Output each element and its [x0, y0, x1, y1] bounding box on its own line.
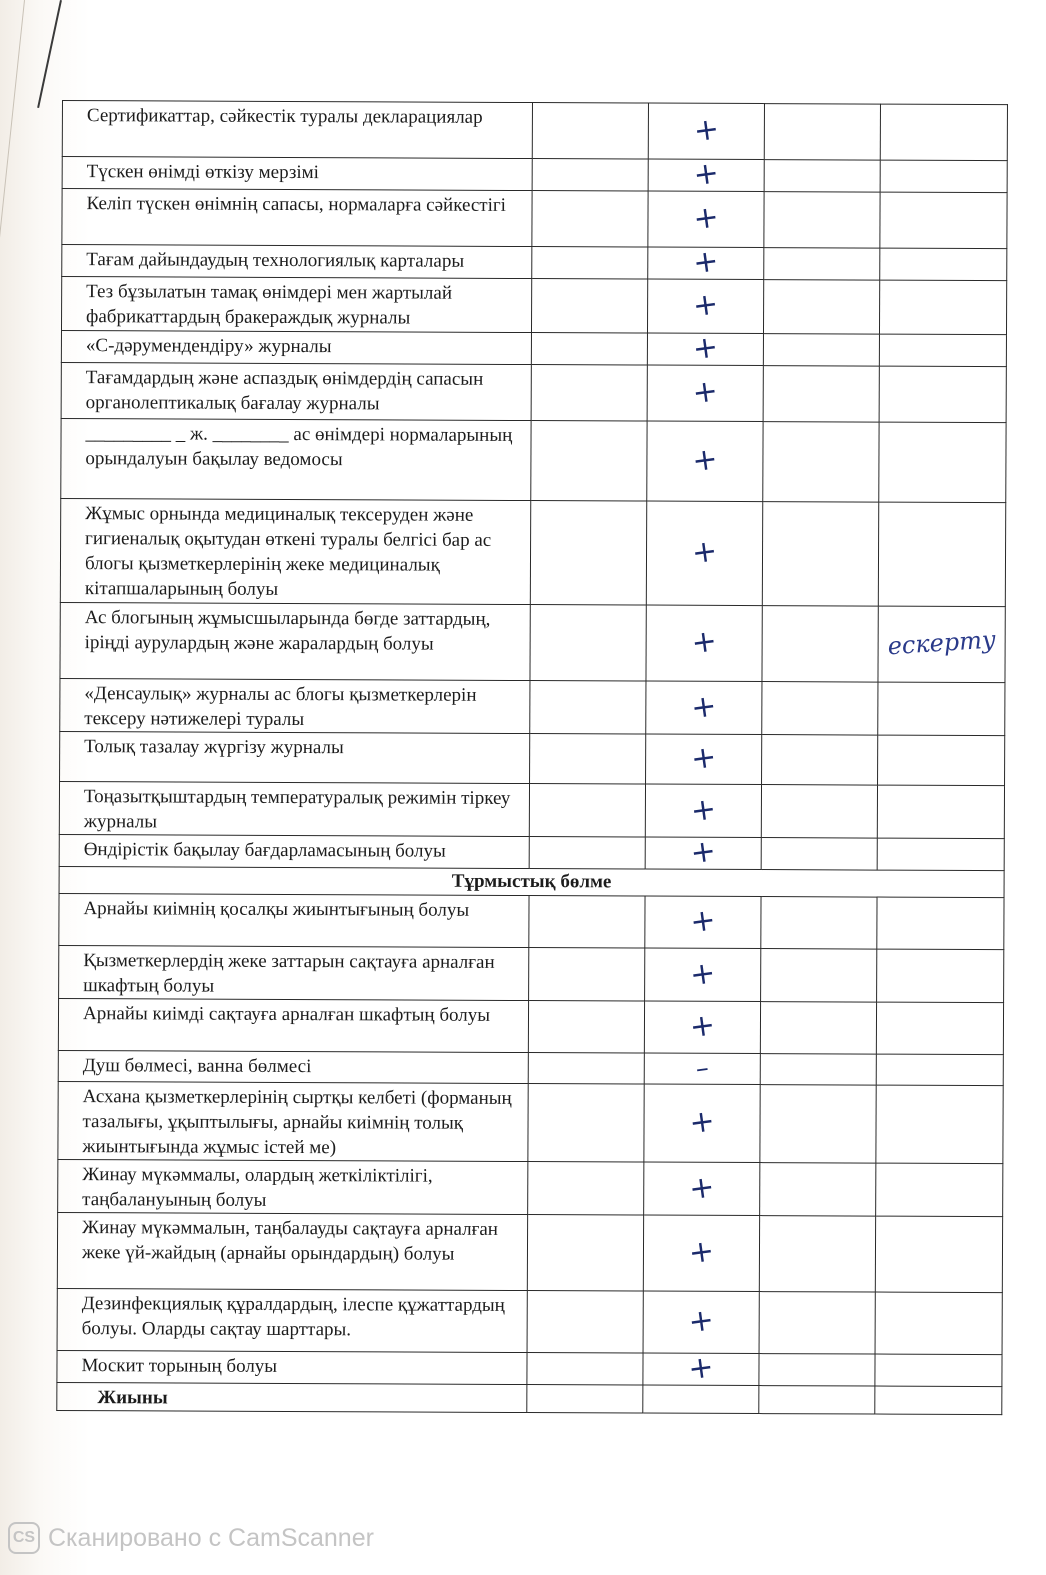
table-row — [62, 157, 1007, 193]
handwritten-plus-mark: + — [687, 1103, 717, 1142]
empty-cell — [762, 735, 878, 786]
row-label: Ас блогының жұмысшыларында бөгде заттардың, іріңді аурулардың және жаралардың болуы — [60, 602, 530, 680]
mark-cell — [646, 501, 762, 606]
handwritten-plus-mark: + — [688, 739, 719, 778]
empty-cell — [762, 606, 878, 683]
empty-cell — [878, 735, 1005, 786]
empty-cell — [527, 1215, 643, 1292]
mark-cell — [645, 896, 761, 949]
empty-cell — [876, 1002, 1003, 1055]
table-row — [62, 189, 1007, 249]
empty-cell — [764, 192, 880, 249]
empty-cell — [530, 501, 646, 606]
empty-cell — [879, 280, 1006, 335]
mark-cell — [643, 1215, 759, 1292]
row-label: Тоңазытқыштардың температуралық режимін тіркеу журналы — [59, 781, 529, 836]
empty-cell — [531, 333, 647, 366]
empty-cell — [529, 948, 645, 1002]
empty-cell — [532, 247, 648, 280]
handwritten-plus-mark: + — [687, 1007, 718, 1046]
handwritten-plus-mark: + — [690, 243, 721, 282]
empty-cell — [763, 366, 879, 423]
empty-cell — [761, 897, 877, 950]
empty-cell — [527, 1291, 643, 1354]
empty-cell — [643, 1385, 759, 1414]
mark-cell — [644, 1053, 760, 1085]
empty-cell — [876, 1163, 1003, 1217]
table-row — [59, 834, 1004, 870]
empty-cell — [762, 682, 878, 736]
scanner-watermark — [8, 1522, 374, 1554]
total-row — [57, 1382, 1002, 1414]
handwritten-dash-mark: – — [693, 1053, 711, 1085]
empty-cell — [877, 785, 1004, 839]
row-label: «С-дәрумендендіру» журналы — [61, 331, 531, 365]
row-label: Қызметкерлердің жеке заттарын сақтауға арналған шкафтың болуы — [59, 945, 529, 1000]
empty-cell — [530, 734, 646, 785]
table-row — [60, 678, 1005, 735]
empty-cell — [531, 279, 647, 334]
row-label: Жинау мүкәммалын, таңбалауды сақтауға арналған жеке үй-жайдың (арнайы орындардың) болуы — [57, 1212, 527, 1290]
empty-cell — [875, 1216, 1002, 1293]
table-row — [58, 1050, 1003, 1085]
mark-cell — [643, 1291, 759, 1354]
mark-cell — [647, 279, 763, 334]
table-row — [60, 498, 1005, 606]
row-label: Арнайы киімнің қосалқы жиынтығының болуы — [59, 893, 529, 947]
empty-cell — [528, 1084, 644, 1163]
row-label: Асхана қызметкерлерінің сыртқы келбеті (форманың тазалығы, ұқыптылығы, арнайы киімнің толық жиынтығында жұмыс істей ме) — [58, 1081, 528, 1161]
empty-cell — [529, 837, 645, 870]
empty-cell — [876, 1054, 1003, 1086]
empty-cell — [762, 502, 878, 607]
table-row — [61, 331, 1006, 367]
empty-cell — [880, 160, 1007, 193]
row-label: Тез бұзылатын тамақ өнімдері мен жартылай фабрикаттардың бракераждық журналы — [61, 277, 531, 333]
mark-cell — [643, 1349, 759, 1388]
empty-cell — [532, 159, 648, 192]
empty-cell — [875, 1386, 1002, 1415]
mark-cell — [647, 421, 763, 502]
empty-cell — [763, 422, 879, 503]
mark-cell — [648, 103, 764, 160]
handwritten-plus-mark: + — [691, 155, 721, 194]
empty-cell — [764, 248, 880, 281]
row-label: _________ _ ж. ________ ас өнімдері нормаларының орындалуын бақылау ведомосы — [61, 418, 531, 500]
empty-cell — [877, 897, 1004, 950]
inspection-checklist-table — [56, 100, 1008, 1415]
handwritten-plus-mark: + — [686, 1302, 716, 1341]
table-row — [61, 418, 1006, 502]
table-row — [57, 1212, 1002, 1292]
handwritten-plus-mark: + — [690, 329, 721, 368]
row-label: Келіп түскен өнімнің сапасы, нормаларға сәйкестігі — [62, 189, 532, 247]
row-label: Арнайы киімді сақтауға арналған шкафтың болуы — [58, 998, 528, 1052]
row-label: Москит торының болуы — [57, 1350, 527, 1384]
handwritten-plus-mark: + — [690, 441, 720, 480]
mark-cell — [646, 734, 762, 785]
handwritten-plus-mark: + — [690, 373, 720, 412]
empty-cell — [528, 1162, 644, 1216]
mark-cell — [648, 155, 764, 194]
empty-cell — [764, 160, 880, 193]
empty-cell — [764, 104, 880, 161]
row-label: «Денсаулық» журналы ас блогы қызметкерлерін тексеру нәтижелері туралы — [60, 678, 530, 733]
handwritten-plus-mark: + — [688, 902, 718, 941]
row-label: Түскен өнімді өткізу мерзімі — [62, 157, 532, 191]
mark-cell — [646, 681, 762, 735]
row-label: Жұмыс орнында медициналық тексеруден және гигиеналық оқытудан өткені туралы белгісі бар ас блогы қызметкерлерінің жеке медициналық кітапшаларының болуы — [60, 498, 530, 604]
handwritten-plus-mark: + — [691, 111, 722, 150]
empty-cell — [531, 365, 647, 422]
empty-cell — [879, 366, 1006, 423]
empty-cell — [529, 896, 645, 949]
mark-cell — [647, 329, 763, 368]
row-label: Душ бөлмесі, ванна бөлмесі — [58, 1050, 528, 1083]
handwritten-plus-mark: + — [686, 1349, 716, 1388]
section-header-row — [59, 866, 1004, 897]
row-label: Толық тазалау жүргізу журналы — [60, 731, 530, 783]
mark-cell — [645, 948, 761, 1002]
mark-cell — [645, 833, 761, 872]
empty-cell — [761, 838, 877, 871]
table-row — [58, 1159, 1003, 1216]
handwritten-plus-mark: + — [687, 954, 718, 993]
empty-cell — [759, 1292, 875, 1355]
empty-cell — [877, 949, 1004, 1003]
note-cell — [878, 606, 1005, 683]
mark-cell — [644, 1084, 760, 1163]
table-row — [57, 1288, 1002, 1354]
empty-cell — [760, 1002, 876, 1055]
empty-cell — [878, 682, 1005, 736]
row-label: Өндірістік бақылау бағдарламасының болуы — [59, 834, 529, 868]
row-label: Тағам дайындаудың технологиялық карталары — [62, 245, 532, 279]
empty-cell — [760, 1054, 876, 1086]
mark-cell — [646, 605, 762, 682]
handwritten-plus-mark: + — [690, 286, 721, 325]
mark-cell — [645, 784, 761, 838]
empty-cell — [763, 280, 879, 335]
table-row — [57, 1350, 1002, 1386]
empty-cell — [876, 1085, 1003, 1164]
section-title: Тұрмыстық бөлме — [59, 866, 1004, 897]
mark-cell — [644, 1001, 760, 1054]
camscanner-logo-icon: CS — [8, 1522, 40, 1554]
empty-cell — [879, 334, 1006, 367]
handwritten-plus-mark: + — [689, 623, 719, 662]
empty-cell — [763, 334, 879, 367]
watermark-text: Сканировано с CamScanner — [48, 1523, 374, 1552]
table-row — [62, 101, 1007, 161]
mark-cell — [648, 191, 764, 248]
table-row — [59, 781, 1004, 838]
empty-cell — [877, 838, 1004, 871]
empty-cell — [528, 1053, 644, 1085]
handwritten-plus-mark: + — [688, 790, 719, 829]
empty-cell — [532, 103, 648, 160]
empty-cell — [531, 421, 647, 502]
total-label: Жиыны — [57, 1382, 527, 1412]
empty-cell — [528, 1001, 644, 1054]
empty-cell — [759, 1386, 875, 1415]
handwritten-plus-mark: + — [688, 687, 719, 726]
table-row — [62, 245, 1007, 281]
empty-cell — [530, 681, 646, 735]
table-row — [59, 945, 1004, 1002]
table-row — [60, 731, 1005, 785]
empty-cell — [529, 784, 645, 838]
handwritten-plus-mark: + — [688, 833, 718, 872]
mark-cell — [648, 243, 764, 282]
handwritten-plus-mark: + — [691, 199, 721, 238]
empty-cell — [879, 422, 1006, 503]
empty-cell — [878, 502, 1005, 607]
table-row — [58, 998, 1003, 1054]
handwritten-note: ескерту — [886, 625, 997, 661]
handwritten-plus-mark: + — [689, 533, 720, 572]
empty-cell — [759, 1354, 875, 1387]
table-row — [61, 277, 1006, 335]
table-row — [59, 893, 1004, 949]
table-row — [60, 602, 1005, 682]
empty-cell — [875, 1354, 1002, 1387]
table-row — [58, 1081, 1003, 1163]
empty-cell — [880, 248, 1007, 281]
empty-cell — [880, 104, 1007, 161]
row-label: Тағамдардың және аспаздық өнімдердің сапасын органолептикалық бағалау журналы — [61, 362, 531, 420]
row-label: Сертификаттар, сәйкестік туралы декларациялар — [62, 101, 532, 159]
empty-cell — [761, 785, 877, 839]
empty-cell — [759, 1216, 875, 1293]
row-label: Жинау мүкәммалы, олардың жеткіліктілігі, таңбалануының болуы — [58, 1159, 528, 1214]
table-row — [61, 362, 1006, 422]
empty-cell — [875, 1292, 1002, 1355]
empty-cell — [527, 1353, 643, 1386]
empty-cell — [761, 949, 877, 1003]
handwritten-plus-mark: + — [686, 1233, 717, 1272]
empty-cell — [530, 605, 646, 682]
empty-cell — [527, 1385, 643, 1414]
empty-cell — [760, 1163, 876, 1217]
row-label: Дезинфекциялық құралдардың, ілеспе құжаттардың болуы. Оларды сақтау шарттары. — [57, 1288, 527, 1352]
mark-cell — [647, 365, 763, 422]
empty-cell — [532, 191, 648, 248]
handwritten-plus-mark: + — [686, 1168, 717, 1207]
mark-cell — [644, 1162, 760, 1216]
empty-cell — [760, 1085, 876, 1164]
empty-cell — [880, 192, 1007, 249]
